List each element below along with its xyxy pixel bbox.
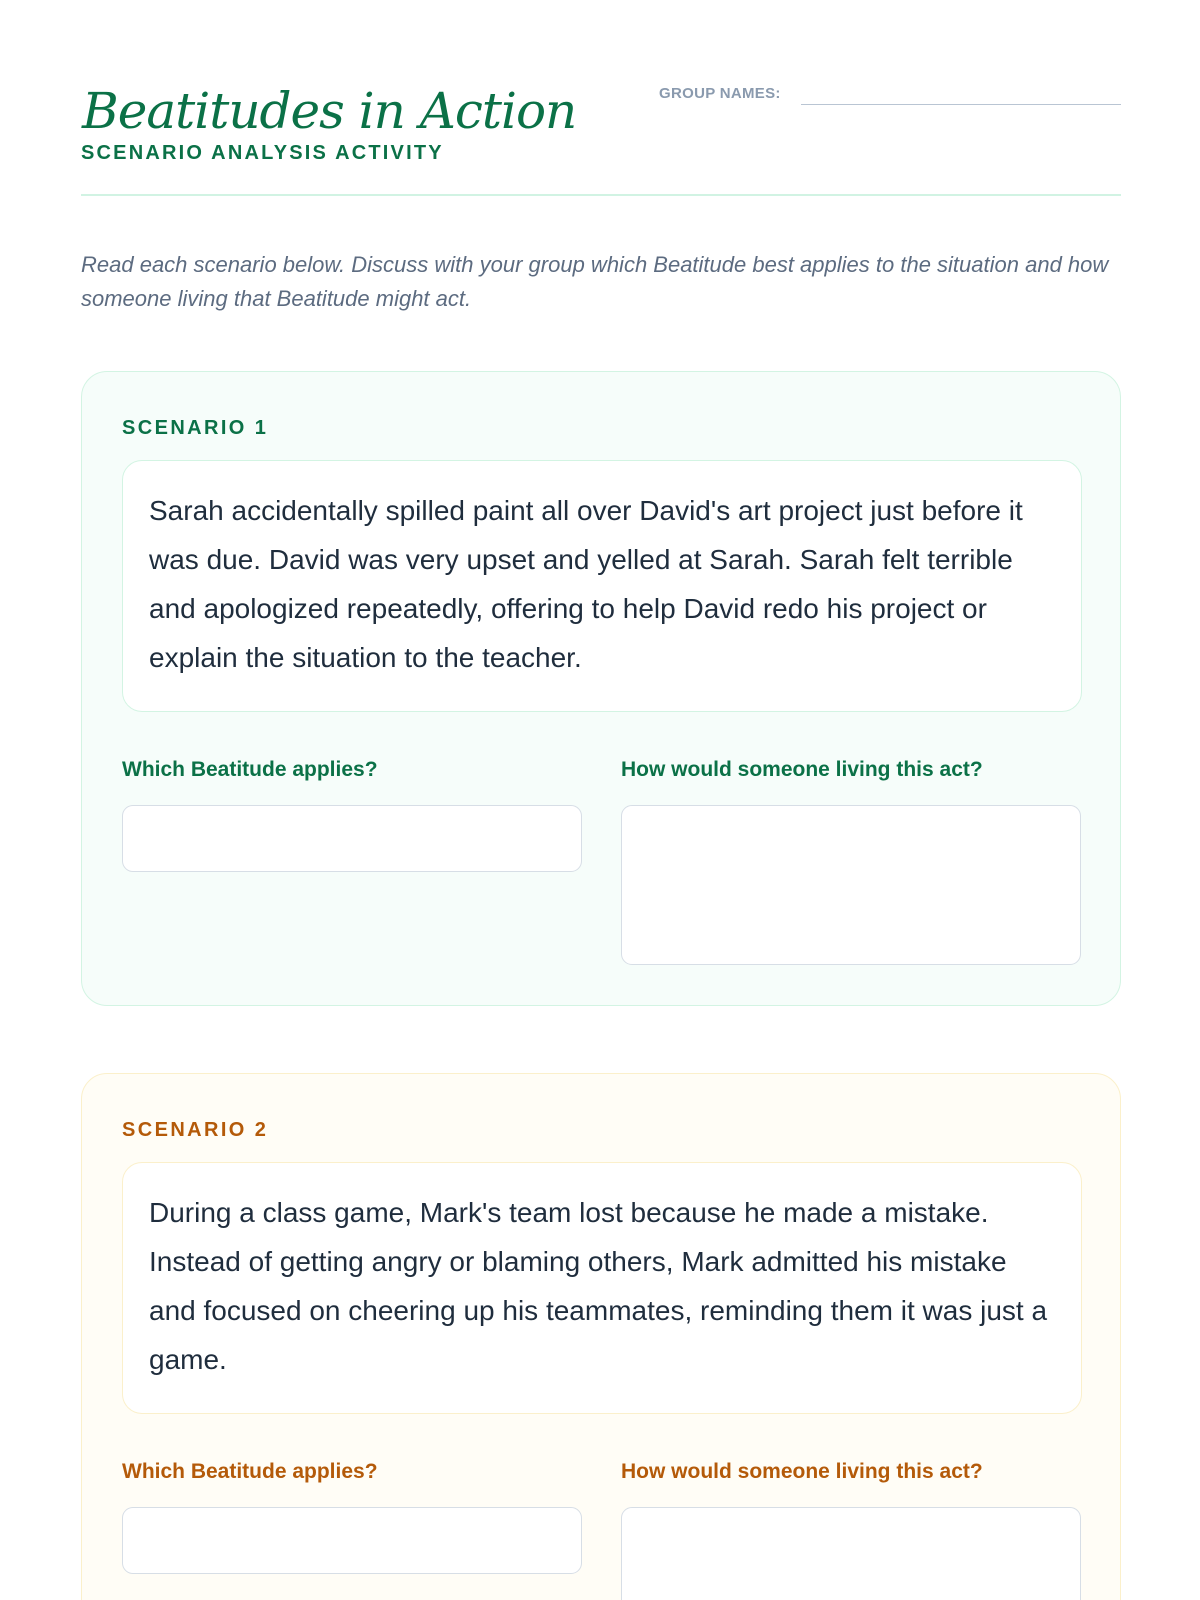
page-title: Beatitudes in Action	[82, 82, 577, 140]
beatitude-answer-field[interactable]	[122, 1507, 582, 1574]
act-question-label: How would someone living this act?	[621, 1460, 983, 1483]
instructions-text: Read each scenario below. Discuss with your group which Beatitude best applies to the situation and how someone living that Beatitude might act.	[81, 252, 1109, 311]
scenario-label: SCENARIO 1	[122, 417, 269, 439]
act-answer-field[interactable]	[621, 805, 1081, 965]
beatitude-question-label: Which Beatitude applies?	[122, 1460, 378, 1483]
act-question-label: How would someone living this act?	[621, 758, 983, 781]
scenario-card-2	[81, 1073, 1121, 1600]
header-divider	[81, 194, 1121, 196]
beatitude-question-label: Which Beatitude applies?	[122, 758, 378, 781]
scenario-label: SCENARIO 2	[122, 1119, 269, 1141]
act-answer-field[interactable]	[621, 1507, 1081, 1600]
scenario-text: During a class game, Mark's team lost because he made a mistake. Instead of getting angry or blaming others, Mark admitted his mistake and focused on cheering up his teammates, reminding them it was just a game.	[122, 1162, 1082, 1414]
beatitude-answer-field[interactable]	[122, 805, 582, 872]
group-names-field[interactable]	[801, 104, 1121, 105]
page-subtitle: SCENARIO ANALYSIS ACTIVITY	[81, 142, 444, 164]
group-names-label: GROUP NAMES:	[659, 85, 781, 102]
scenario-text: Sarah accidentally spilled paint all over David's art project just before it was due. David was very upset and yelled at Sarah. Sarah felt terrible and apologized repeatedly, offering to help David redo his project or explain the situation to the teacher.	[122, 460, 1082, 712]
scenario-card-1	[81, 371, 1121, 1006]
